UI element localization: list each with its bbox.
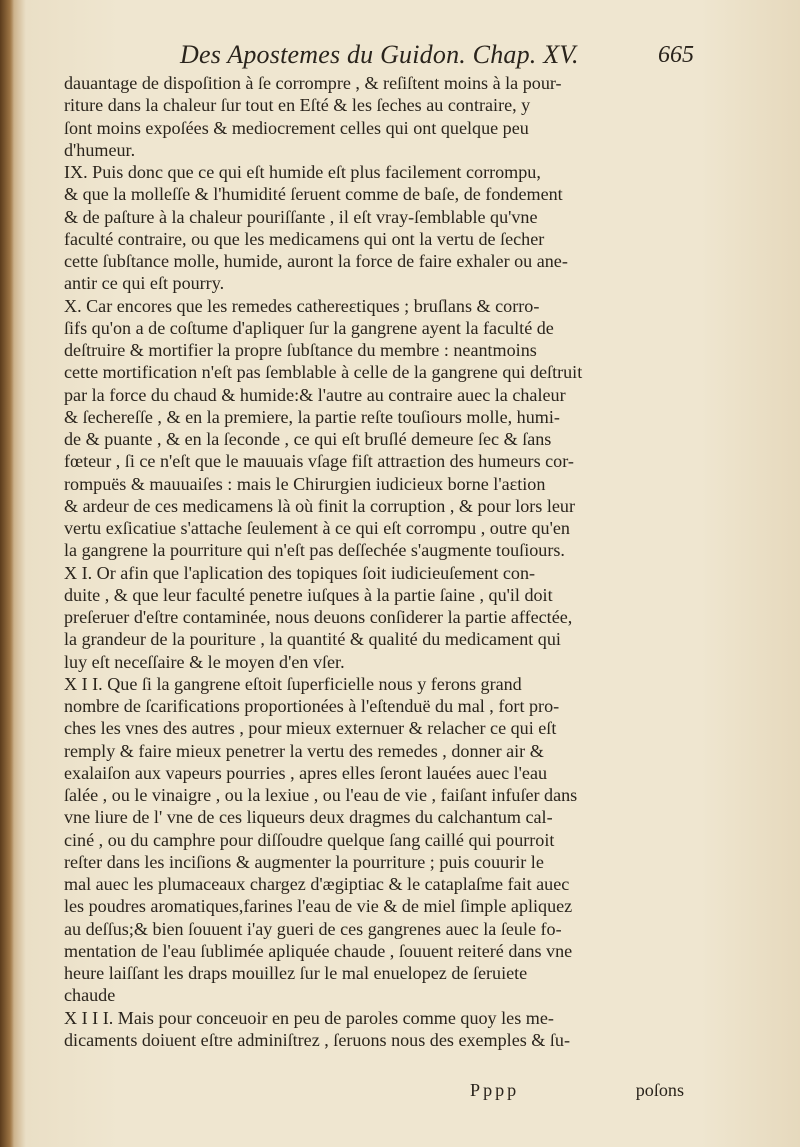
text-line: la gangrene la pourriture qui n'eſt pas deſſechée s'augmente touſiours. <box>64 540 565 561</box>
text-line: chaude <box>64 985 116 1006</box>
page-number: 665 <box>658 42 694 68</box>
text-line: faculté contraire, ou que les medicamens qui ont la vertu de ſecher <box>64 228 545 249</box>
text-line: X I. Or afin que l'aplication des topiques ſoit iudicieuſement con- <box>64 562 536 583</box>
text-line: & ſechereſſe , & en la premiere, la partie reſte touſiours molle, humi- <box>64 406 560 427</box>
text-line: ciné , ou du camphre pour diſſoudre quelque ſang caillé qui pourroit <box>64 829 555 850</box>
text-line: IX. Puis donc que ce qui eſt humide eſt plus facilement corrompu, <box>64 162 541 182</box>
text-line: nombre de ſcarifications proportionées à l'eſtenduë du mal , fort pro- <box>64 696 560 716</box>
text-line: exalaiſon aux vapeurs pourries , apres elles ſeront lauées auec l'eau <box>64 762 548 783</box>
signature-mark: Pppp <box>470 1080 520 1100</box>
page-binding-edge <box>0 0 14 1147</box>
page-header <box>60 40 694 72</box>
running-title: Des Apostemes du Guidon. Chap. XV. <box>180 40 579 69</box>
text-line: riture dans la chaleur ſur tout en Eſté & les ſeches au contraire, y <box>64 95 531 116</box>
text-line: & que la molleſſe & l'humidité ſeruent comme de baſe, de fondement <box>64 184 563 205</box>
text-line: ches les vnes des autres , pour mieux externuer & relacher ce qui eſt <box>64 718 557 739</box>
text-line: dauantage de dispoſition à ſe corrompre , & reſiſtent moins à la pour- <box>64 73 562 93</box>
text-line: X I I I. Mais pour conceuoir en peu de paroles comme quoy les me- <box>64 1007 554 1028</box>
text-line: mal auec les plumaceaux chargez d'ægiptiac & le cataplaſme fait auec <box>64 874 570 894</box>
text-line: mentation de l'eau ſublimée apliquée chaude , ſouuent reiteré dans vne <box>64 940 573 961</box>
text-line: antir ce qui eſt pourry. <box>64 273 225 294</box>
text-line: reſter dans les inciſions & augmenter la pourriture ; puis couurir le <box>64 851 544 872</box>
text-line: heure laiſſant les draps mouillez ſur le mal enuelopez de ſeruiete <box>64 963 528 983</box>
text-line: X. Car encores que les remedes cathereɛtiques ; bruſlans & corro- <box>64 295 540 316</box>
catchword: poſons <box>635 1080 684 1100</box>
text-line: les poudres aromatiques,farines l'eau de vie & de miel ſimple apliquez <box>64 896 573 917</box>
text-line: fœteur , ſi ce n'eſt que le mauuais vſage fiſt attraɛtion des humeurs cor- <box>64 451 574 472</box>
text-line: ſifs qu'on a de coſtume d'apliquer ſur la gangrene ayent la faculté de <box>64 317 554 338</box>
text-line: rompuës & mauuaiſes : mais le Chirurgien iudicieux borne l'aɛtion <box>64 473 546 494</box>
page-footer <box>64 1080 684 1104</box>
text-line: remply & faire mieux penetrer la vertu des remedes , donner air & <box>64 740 544 761</box>
text-line: cette mortification n'eſt pas ſemblable à celle de la gangrene qui deſtruit <box>64 362 583 383</box>
text-line: & ardeur de ces medicamens là où finit la corruption , & pour lors leur <box>64 495 575 516</box>
text-line: vertu exſicatiue s'attache ſeulement à ce qui eſt corrompu , outre qu'en <box>64 518 570 538</box>
text-line: par la force du chaud & humide:& l'autre au contraire auec la chaleur <box>64 384 566 405</box>
text-line: cette ſubſtance molle, humide, auront la force de faire exhaler ou ane- <box>64 251 568 271</box>
text-line: d'humeur. <box>64 139 136 160</box>
text-line: dicaments doiuent eſtre adminiſtrez , ſeruons nous des exemples & ſu- <box>64 1029 570 1050</box>
body-text <box>64 72 684 1051</box>
text-line: X I I. Que ſi la gangrene eſtoit ſuperficielle nous y ferons grand <box>64 673 522 694</box>
text-line: de & puante , & en la ſeconde , ce qui eſt bruſlé demeure ſec & ſans <box>64 429 552 449</box>
text-line: au deſſus;& bien ſouuent i'ay gueri de ces gangrenes auec la ſeule fo- <box>64 918 562 939</box>
text-line: ſalée , ou le vinaigre , ou la lexiue , ou l'eau de vie , faiſant infuſer dans <box>64 785 578 805</box>
text-line: deſtruire & mortifier la propre ſubſtance du membre : neantmoins <box>64 340 537 360</box>
text-line: vne liure de l' vne de ces liqueurs deux dragmes du calchantum cal- <box>64 807 553 828</box>
text-line: duite , & que leur faculté penetre iuſques à la partie ſaine , qu'il doit <box>64 584 553 605</box>
text-line: la grandeur de la pouriture , la quantité & qualité du medicament qui <box>64 629 561 650</box>
text-line: ſont moins expoſées & mediocrement celles qui ont quelque peu <box>64 117 529 138</box>
text-line: preſeruer d'eſtre contaminée, nous deuons conſiderer la partie affectée, <box>64 607 573 627</box>
text-line: & de paſture à la chaleur pouriſſante , il eſt vray-ſemblable qu'vne <box>64 206 538 227</box>
text-line: luy eſt neceſſaire & le moyen d'en vſer. <box>64 651 345 672</box>
